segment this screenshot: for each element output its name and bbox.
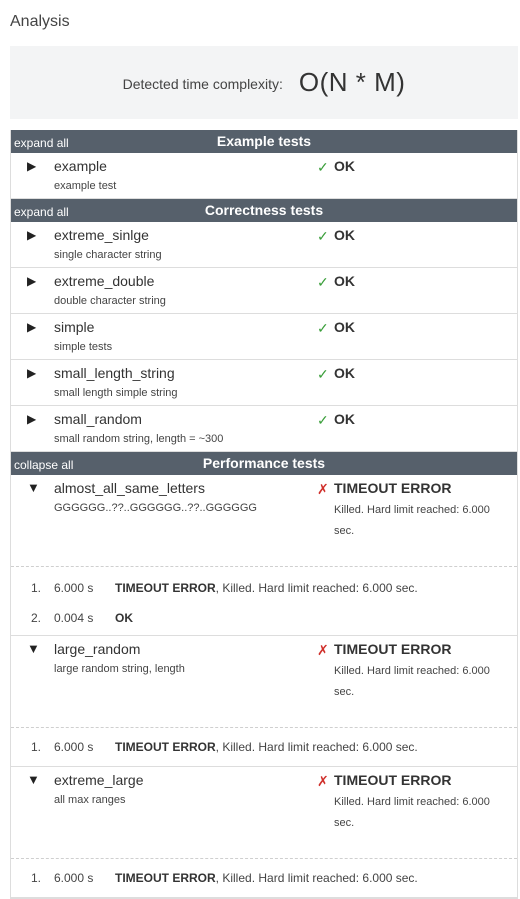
run-result-status: OK	[115, 611, 133, 625]
test-status: OK	[334, 411, 355, 427]
triangle-right-icon[interactable]: ▶	[27, 366, 37, 380]
test-status-detail: Killed. Hard limit reached: 6.000 sec.	[334, 796, 490, 829]
test-row-example[interactable]	[11, 153, 517, 199]
example-tests-title: Example tests	[216, 133, 312, 149]
triangle-right-icon[interactable]: ▶	[27, 320, 37, 334]
run-time: 6.000 s	[54, 871, 94, 885]
test-description: simple tests	[54, 341, 113, 353]
test-status: OK	[334, 319, 355, 335]
expand-all-correctness-link[interactable]: expand all	[14, 205, 69, 219]
test-row-small-random[interactable]	[11, 406, 517, 452]
check-icon: ✓	[317, 320, 329, 336]
test-name: almost_all_same_letters	[54, 480, 205, 496]
test-status: OK	[334, 227, 355, 243]
run-result-message: , Killed. Hard limit reached: 6.000 sec.	[215, 581, 418, 595]
cross-icon: ✗	[317, 642, 329, 658]
check-icon: ✓	[317, 366, 329, 382]
test-description: small length simple string	[54, 387, 178, 399]
run-result-status: TIMEOUT ERROR	[115, 581, 216, 595]
run-result-status: TIMEOUT ERROR	[115, 871, 216, 885]
test-description: GGGGGG..??..GGGGGG..??..GGGGGG	[54, 502, 257, 514]
test-description: single character string	[54, 249, 162, 261]
complexity-value: O(N * M)	[298, 67, 406, 97]
triangle-right-icon[interactable]: ▶	[27, 412, 37, 426]
run-result	[115, 740, 418, 754]
test-row-extreme-sinlge[interactable]	[11, 222, 517, 268]
test-status: TIMEOUT ERROR	[334, 480, 452, 496]
test-runs-large-random	[11, 728, 517, 767]
test-run	[11, 861, 517, 891]
correctness-tests-title: Correctness tests	[204, 202, 324, 218]
test-run	[11, 601, 517, 631]
test-row-almost-all-same-letters[interactable]	[11, 475, 517, 567]
triangle-right-icon[interactable]: ▶	[27, 274, 37, 288]
test-description: all max ranges	[54, 794, 126, 806]
triangle-right-icon[interactable]: ▶	[27, 228, 37, 242]
cross-icon: ✗	[317, 773, 329, 789]
test-row-simple[interactable]	[11, 314, 517, 360]
performance-tests-title: Performance tests	[202, 455, 326, 471]
check-icon: ✓	[317, 412, 329, 428]
triangle-down-icon[interactable]: ▼	[27, 772, 40, 787]
run-time: 6.000 s	[54, 740, 94, 754]
test-status: TIMEOUT ERROR	[334, 641, 452, 657]
run-number: 1.	[31, 871, 42, 885]
run-number: 2.	[31, 611, 42, 625]
test-runs-extreme-large	[11, 859, 517, 898]
test-description: large random string, length	[54, 663, 185, 675]
test-results-table	[10, 130, 518, 899]
test-name: small_length_string	[54, 365, 175, 381]
page-title: Analysis	[10, 13, 70, 30]
test-run	[11, 571, 517, 601]
test-name: extreme_large	[54, 772, 144, 788]
triangle-right-icon[interactable]: ▶	[27, 159, 37, 173]
test-name: extreme_sinlge	[54, 227, 149, 243]
test-runs-almost-all-same-letters	[11, 567, 517, 636]
expand-all-example-link[interactable]: expand all	[14, 136, 69, 150]
triangle-down-icon[interactable]: ▼	[27, 480, 40, 495]
run-time: 6.000 s	[54, 581, 94, 595]
test-description: small random string, length = ~300	[54, 433, 224, 445]
test-row-extreme-large[interactable]	[11, 767, 517, 859]
test-status: OK	[334, 158, 355, 174]
correctness-tests-header	[11, 199, 517, 222]
run-result-status: TIMEOUT ERROR	[115, 740, 216, 754]
run-result	[115, 611, 133, 625]
triangle-down-icon[interactable]: ▼	[27, 641, 40, 656]
collapse-all-performance-link[interactable]: collapse all	[14, 458, 74, 472]
performance-tests-header	[11, 452, 517, 475]
check-icon: ✓	[317, 274, 329, 290]
run-number: 1.	[31, 740, 42, 754]
test-name: simple	[54, 319, 95, 335]
test-description: double character string	[54, 295, 166, 307]
test-status-detail: Killed. Hard limit reached: 6.000 sec.	[334, 665, 490, 698]
example-tests-header	[11, 130, 517, 153]
test-row-small-length-string[interactable]	[11, 360, 517, 406]
test-status: OK	[334, 365, 355, 381]
test-row-extreme-double[interactable]	[11, 268, 517, 314]
test-name: small_random	[54, 411, 142, 427]
run-time: 0.004 s	[54, 611, 94, 625]
complexity-label: Detected time complexity:	[122, 76, 283, 92]
test-row-large-random[interactable]	[11, 636, 517, 728]
test-status-detail: Killed. Hard limit reached: 6.000 sec.	[334, 504, 490, 537]
test-run	[11, 730, 517, 760]
run-result	[115, 871, 418, 885]
test-status: OK	[334, 273, 355, 289]
run-result	[115, 581, 418, 595]
run-result-message: , Killed. Hard limit reached: 6.000 sec.	[215, 871, 418, 885]
cross-icon: ✗	[317, 481, 329, 497]
test-name: extreme_double	[54, 273, 155, 289]
check-icon: ✓	[317, 228, 329, 244]
check-icon: ✓	[317, 159, 329, 175]
test-status: TIMEOUT ERROR	[334, 772, 452, 788]
test-name: example	[54, 158, 107, 174]
run-result-message: , Killed. Hard limit reached: 6.000 sec.	[215, 740, 418, 754]
test-description: example test	[54, 180, 117, 192]
test-name: large_random	[54, 641, 141, 657]
run-number: 1.	[31, 581, 42, 595]
complexity-panel	[10, 46, 518, 119]
